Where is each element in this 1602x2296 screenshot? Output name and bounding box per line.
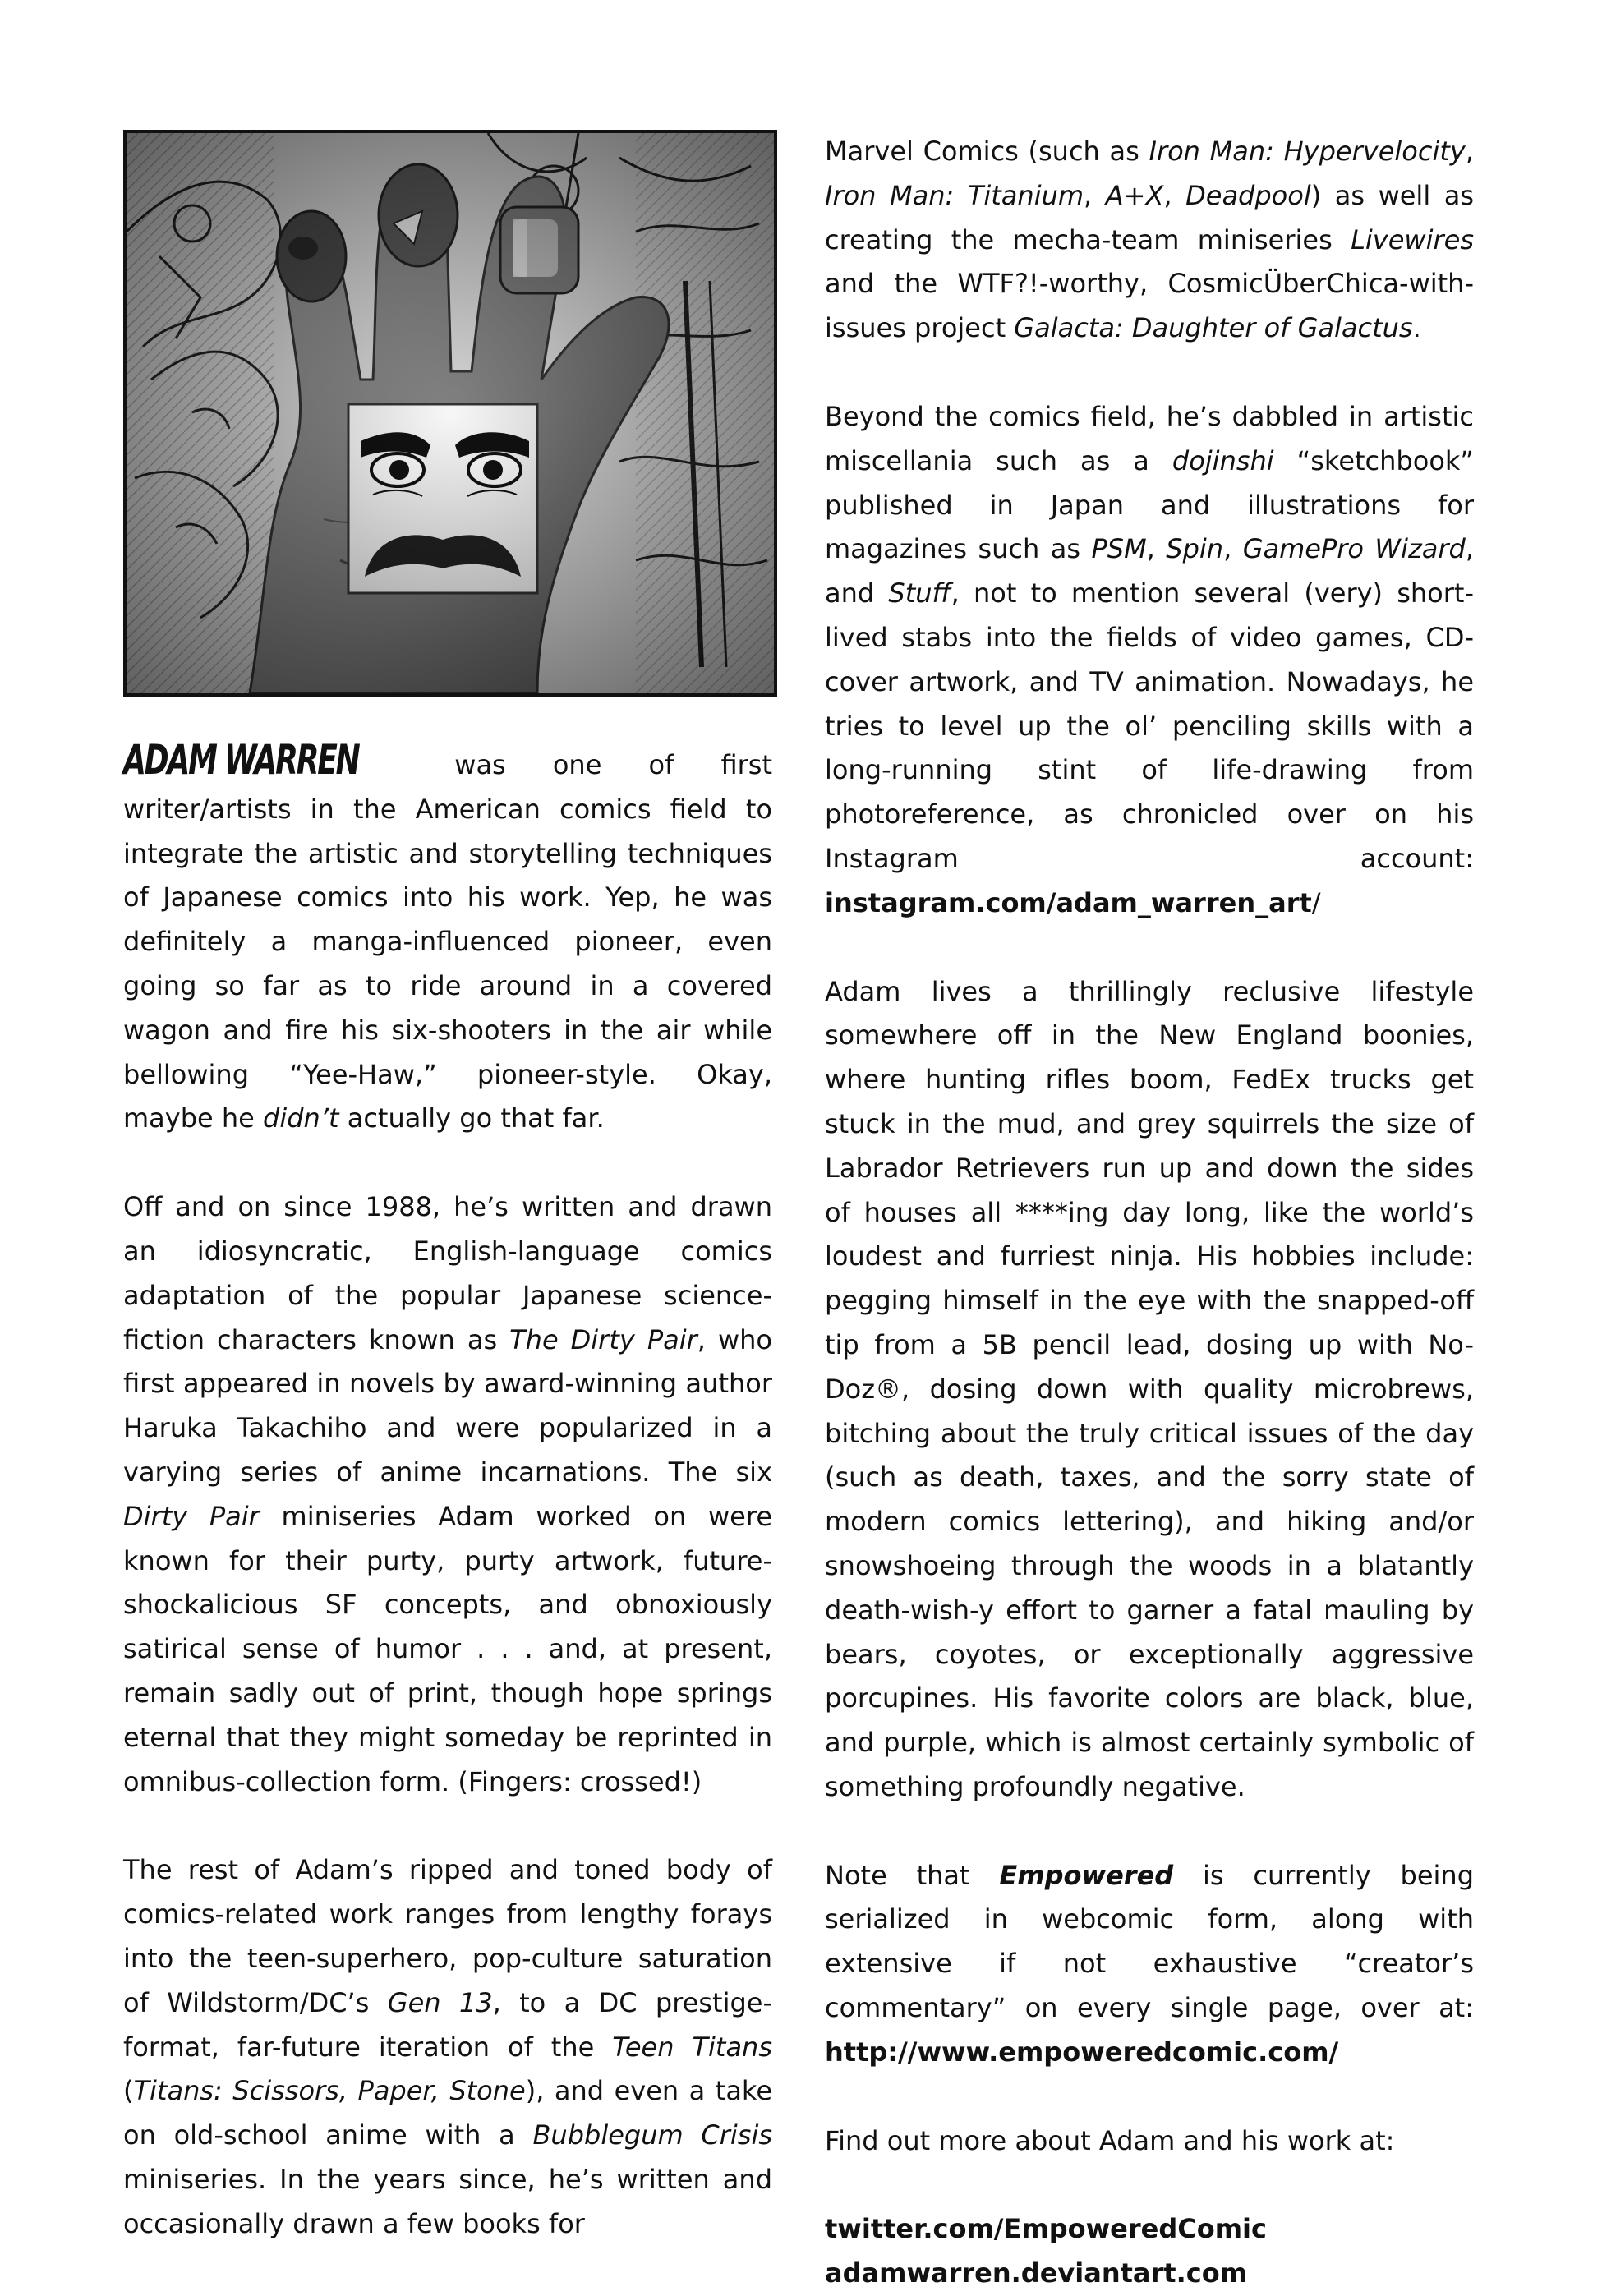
empowered-title: Empowered (999, 1859, 1174, 1891)
bio-paragraph-2: Off and on since 1988, he’s written and drawn an idiosyncratic, English-language comics adaptation of the popular Japanese science-fiction characters known as The Dirty Pair, who first appeared in novels by award-winning author Haruka Takachiho and were popularized in a varying series of anime incarnations. The six Dirty Pair miniseries Adam worked on were known for their purty, purty artwork, future-shockalicious SF concepts, and obnoxiously satirical sense of humor . . . and, at present, remain sadly out of print, though hope springs eternal that they might someday be reprinted in omnibus-collection form. (Fingers: crossed!) (123, 1191, 773, 1797)
twitter-link[interactable]: twitter.com/EmpoweredComic (825, 2213, 1267, 2245)
hand-photo-illustration (127, 133, 774, 693)
deviantart-link[interactable]: adamwarren.deviantart.com (825, 2257, 1248, 2289)
author-photo (123, 130, 777, 697)
bio-paragraph-6: Adam lives a thrillingly reclusive lifestyle somewhere off in the New England boonies, where hunting rifles boom, FedEx trucks get stuck in the mud, and grey squirrels the size of Labrador Retrievers run up and down the sides of houses all ****ing day long, like the world’s loudest and furriest ninja. His hobbies include: pegging himself in the eye with the snapped-off tip from a 5B pencil lead, dosing up with No-Doz®, dosing down with quality microbrews, bitching about the truly critical issues of the day (such as death, taxes, and the sorry state of modern comics lettering), and hiking and/or snowshoeing through the woods in a blatantly death-wish-y effort to garner a fatal mauling by bears, coyotes, or exceptionally aggressive porcupines. His favorite colors are black, blue, and purple, which is almost certainly symbolic of something profoundly negative. (825, 975, 1474, 1802)
author-name-logo: ADAM WARREN (123, 736, 359, 784)
instagram-link[interactable]: instagram.com/adam_warren_art (825, 886, 1312, 918)
bio-paragraph-1: ADAM WARREN was one of first writer/artists in the American comics field to integrate the artistic and storytelling techniques of Japanese comics into his work. Yep, he was definitely a manga-influenced pioneer, even going so far as to ride around in a covered wagon and fire his six-shooters in the air while bellowing “Yee-Haw,” pioneer-style. Okay, maybe he didn’t actually go that far. (123, 736, 773, 1134)
left-column (123, 130, 772, 2247)
contact-links (825, 2207, 1474, 2296)
right-column (825, 130, 1474, 2296)
bio-paragraph-3: The rest of Adam’s ripped and toned body of comics-related work ranges from lengthy forays into the teen-superhero, pop-culture saturation of Wildstorm/DC’s Gen 13, to a DC prestige-format, far-future iteration of the Teen Titans (Titans: Scissors, Paper, Stone), and even a take on old-school anime with a Bubblegum Crisis miniseries. In the years since, he’s written and occasionally drawn a few books for (123, 1854, 773, 2239)
find-out-more: Find out more about Adam and his work at: (825, 2124, 1395, 2156)
bio-paragraph-4: Marvel Comics (such as Iron Man: Hypervelocity, Iron Man: Titanium, A+X, Deadpool) as well as creating the mecha-team miniseries Livewires and the WTF?!-worthy, CosmicÜberChica-with-issues project Galacta: Daughter of Galactus. (825, 136, 1475, 344)
bio-paragraph-5: Beyond the comics field, he’s dabbled in artistic miscellania such as a dojinshi “sketchbook” published in Japan and illustrations for magazines such as PSM, Spin, GamePro Wizard, and Stuff, not to mention several (very) short-lived stabs into the fields of video games, CD-cover artwork, and TV animation. Nowadays, he tries to level up the ol’ penciling skills with a long-running stint of life-drawing from photoreference, as chronicled over on his Instagram account: instagram.com/adam_warren_art/ (825, 400, 1475, 918)
bio-paragraph-7: Note that Empowered is currently being serialized in webcomic form, along with extensive if not exhaustive “creator’s commentary” on every single page, over at: http://www.empoweredcomic.com/ (825, 1859, 1475, 2068)
empowered-website-link[interactable]: http://www.empoweredcomic.com/ (825, 2036, 1339, 2068)
